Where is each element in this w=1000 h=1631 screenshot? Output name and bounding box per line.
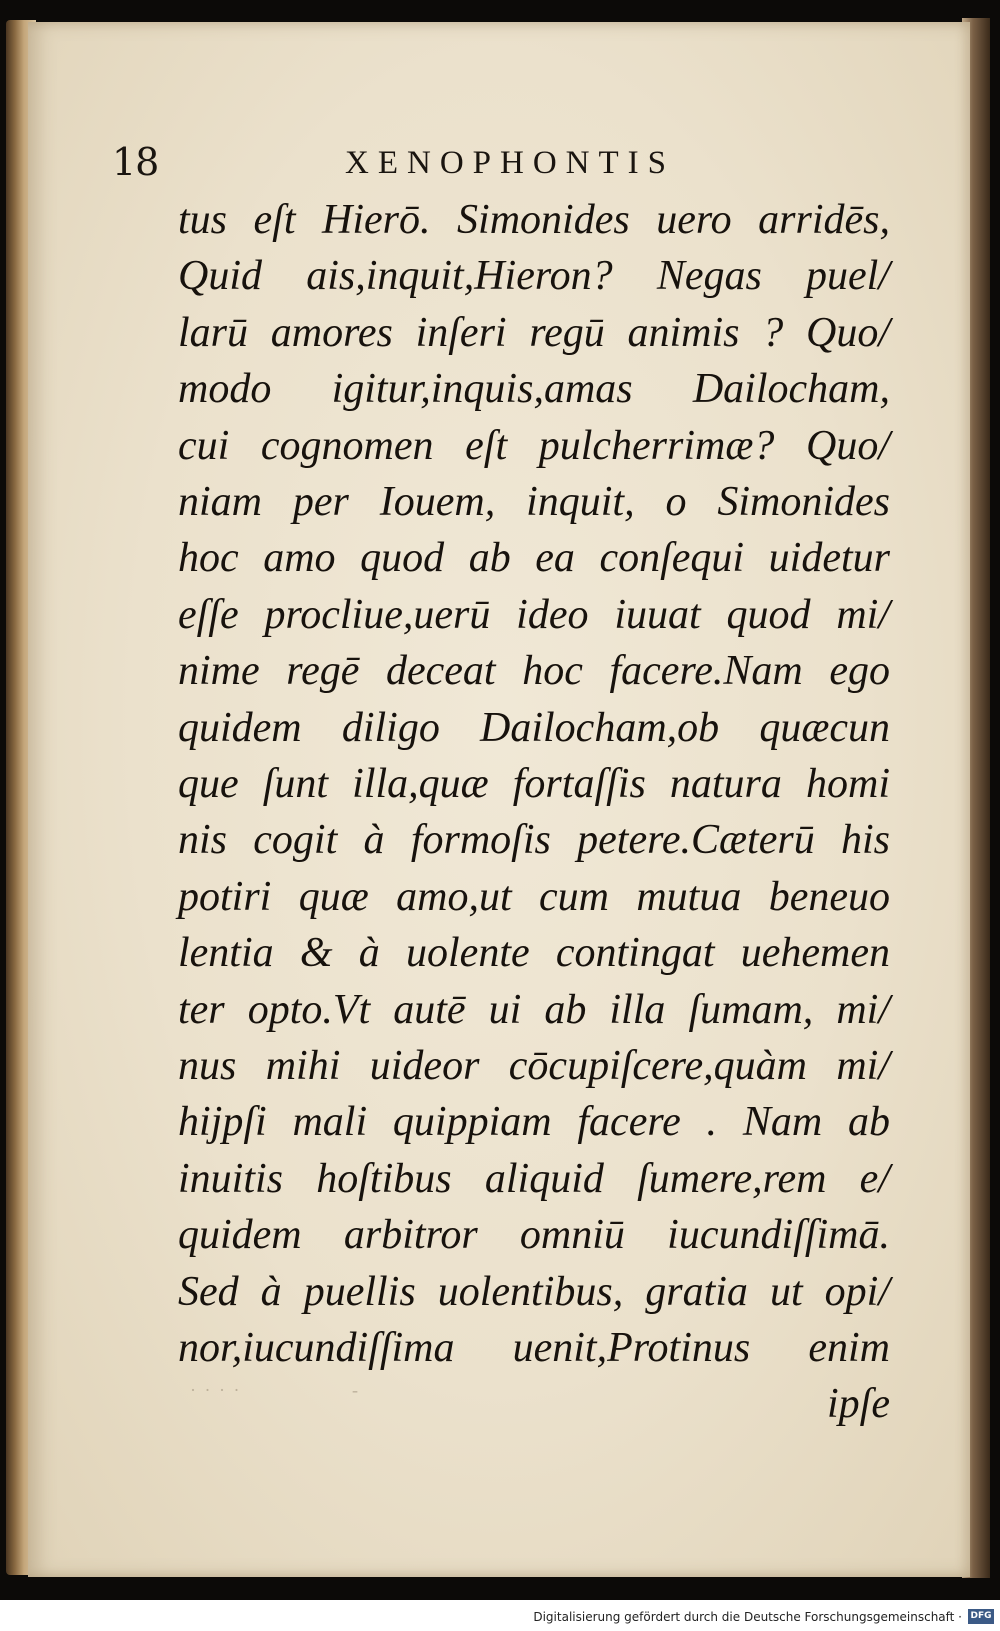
funding-credit: Digitalisierung gefördert durch die Deutsche Forschungsgemeinschaft · [533, 1610, 962, 1624]
text-line: hoc amo quod ab ea conſequi uidetur [178, 535, 890, 582]
text-line: hijpſi mali quippiam facere . Nam ab [178, 1099, 890, 1146]
text-line: Sed à puellis uolentibus, gratia ut opi/ [178, 1268, 890, 1315]
text-line: inuitis hoſtibus aliquid ſumere,rem e/ [178, 1155, 890, 1202]
text-line: potiri quæ amo,ut cum mutua beneuo [178, 873, 890, 920]
text-line: quidem diligo Dailocham,ob quæcun [178, 704, 890, 751]
ink-smudge-mark: · · · · - [190, 1380, 360, 1400]
page-number: 18 [112, 140, 159, 184]
running-head: XENOPHONTIS [345, 145, 675, 181]
text-line: ipſe [827, 1381, 890, 1428]
text-line: larū amores inſeri regū animis ? Quo/ [178, 309, 890, 356]
text-line: nis cogit à formoſis petere.Cæterū his [178, 817, 890, 864]
text-line: tus eſt Hierō. Simonides uero arridēs, [178, 197, 890, 243]
text-line: nus mihi uideor cōcupiſcere,quàm mi/ [178, 1043, 890, 1089]
text-line: eſſe procliue,uerū ideo iuuat quod mi/ [178, 591, 890, 638]
text-line: niam per Iouem, inquit, o Simonides [178, 479, 890, 525]
text-line: quidem arbitror omniū iucundiſſimā. [178, 1212, 890, 1259]
text-line: nor,iucundiſſima uenit,Protinus enim [178, 1325, 890, 1371]
text-line: Quid ais,inquit,Hieron? Negas puel/ [178, 253, 890, 300]
text-line: lentia & à uolente contingat uehemen [178, 930, 890, 977]
text-line: cui cognomen eſt pulcherrimæ? Quo/ [178, 422, 890, 469]
text-line: modo igitur,inquis,amas Dailocham, [178, 366, 890, 413]
text-line: que ſunt illa,quæ fortaſſis natura homi [178, 761, 890, 807]
text-line: ter opto.Vt autē ui ab illa ſumam, mi/ [178, 986, 890, 1033]
dfg-logo: DFG [968, 1609, 994, 1624]
text-line: nime regē deceat hoc facere.Nam ego [178, 648, 890, 695]
